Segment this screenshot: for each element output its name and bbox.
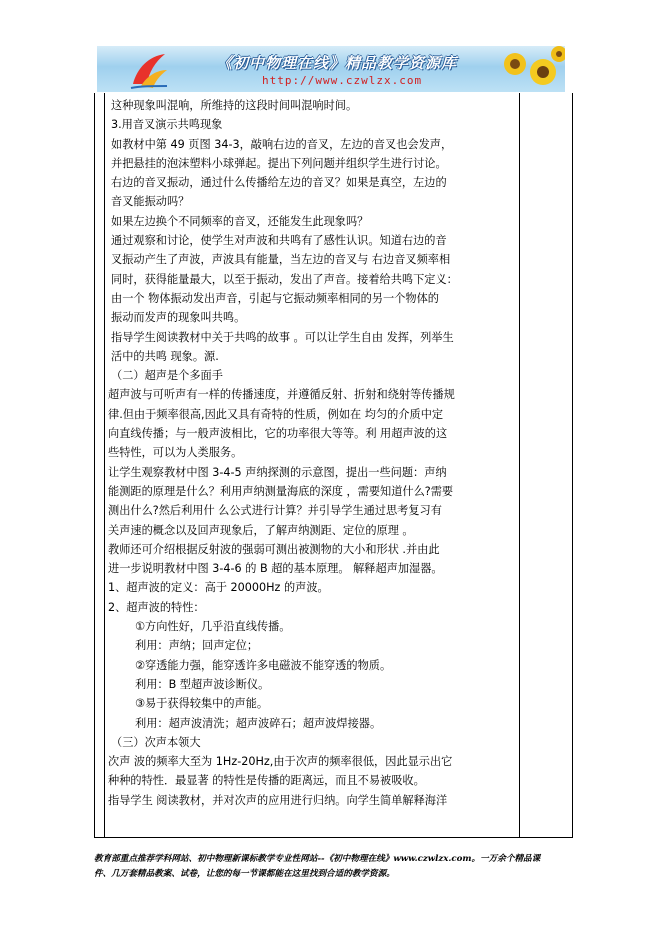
page-footer [94, 852, 574, 882]
lesson-content [108, 96, 518, 810]
text-line: 向直线传播；与一般声波相比，它的功率很大等等。利 用超声波的这 [108, 427, 448, 441]
text-line: 能测距的原理是什么？利用声纳测量海底的深度 ，需要知道什么?需要 [108, 484, 454, 498]
text-line: 教师还可介绍根据反射波的强弱可测出被测物的大小和形状 .并由此 [108, 542, 440, 556]
section-heading: （三）次声本领大 [111, 735, 201, 749]
site-title: 《初中物理在线》精品教学资源库 [217, 54, 458, 72]
text-line: 通过观察和讨论，使学生对声波和共鸣有了感性认识。知道右边的音 [111, 234, 447, 248]
text-line: 指导学生阅读教材中关于共鸣的故事 。可以让学生自由 发挥，列举生 [111, 330, 454, 344]
text-line: 超声波与可听声有一样的传播速度，并遵循反射、折射和绕射等传播规 [108, 388, 455, 402]
definition-line: 2、超声波的特性： [108, 600, 205, 614]
property-item: ③易于获得较集中的声能。 [135, 697, 269, 711]
table-divider-left [104, 93, 105, 837]
text-line: 如教材中第 49 页图 34-3，敲响右边的音叉，左边的音叉也会发声， [111, 137, 453, 151]
text-line: 律.但由于频率很高,因此又具有奇特的性质，例如在 均匀的介质中定 [108, 407, 444, 421]
property-usage: 利用：B 型超声波诊断仪。 [135, 677, 270, 691]
text-line: 进一步说明教材中图 3-4-6 的 B 超的基本原理。 解释超声加湿器。 [108, 562, 443, 576]
text-line: 指导学生 阅读教材，并对次声的应用进行归纳。向学生简单解释海洋 [108, 793, 448, 807]
property-item: ①方向性好，几乎沿直线传播。 [135, 620, 291, 634]
text-line: 振动而发声的现象叫共鸣。 [111, 311, 246, 325]
text-line: 并把悬挂的泡沫塑料小球弹起。提出下列问题并组织学生进行讨论。 [111, 156, 447, 170]
table-divider-right [519, 93, 520, 837]
site-url[interactable]: http://www.czwlzx.com [262, 74, 423, 87]
text-line: 些特性，可以为人类服务。 [108, 446, 243, 460]
section-heading: （二）超声是个多面手 [111, 369, 223, 383]
text-line: 关声速的概念以及回声现象后，了解声纳测距、定位的原理 。 [108, 523, 414, 537]
text-line: 活中的共鸣 现象。源. [111, 349, 219, 363]
text-line: 右边的音叉振动，通过什么传播给左边的音叉？如果是真空，左边的 [111, 176, 447, 190]
header-banner [97, 46, 565, 92]
footer-line-1: 教育部重点推荐学科网站、初中物理新课标教学专业性网站--《初中物理在线》www.czwlzx.com。一万余个精品课 [94, 854, 541, 864]
property-usage: 利用：超声波清洗；超声波碎石；超声波焊接器。 [135, 716, 382, 730]
text-line: 次声 波的频率大至为 1Hz-20Hz,由于次声的频率很低，因此显示出它 [108, 755, 453, 769]
text-line: 种种的特性．最显著 的特性是传播的距离远，而且不易被吸收。 [108, 774, 425, 788]
text-line: 同时，获得能量最大，以至于振动，发出了声音。接着给共鸣下定义： [111, 272, 458, 286]
text-line: 音叉能振动吗？ [111, 195, 190, 209]
property-item: ②穿透能力强，能穿透许多电磁波不能穿透的物质。 [135, 658, 392, 672]
sunflower-decoration-icon [495, 46, 565, 92]
text-line: 由一个 物体振动发出声音，引起与它振动频率相同的另一个物体的 [111, 291, 439, 305]
text-line: 测出什么?然后利用什 么公式进行计算？并引导学生通过思考复习有 [108, 504, 442, 518]
property-usage: 利用：声纳；回声定位； [135, 639, 259, 653]
section-heading: 3.用音叉演示共鸣现象 [111, 118, 223, 132]
footer-line-2: 件、几万套精品教案、试卷，让您的每一节课都能在这里找到合适的教学资源。 [94, 869, 395, 879]
definition-line: 1、超声波的定义：高于 20000Hz 的声波。 [108, 581, 329, 595]
text-line: 如果左边换个不同频率的音叉，还能发生此现象吗？ [111, 214, 369, 228]
text-line: 叉振动产生了声波，声波具有能量，当左边的音叉与 右边音叉频率相 [111, 253, 451, 267]
site-logo-icon [127, 50, 171, 90]
text-line: 让学生观察教材中图 3-4-5 声纳探测的示意图，提出一些问题：声纳 [108, 465, 447, 479]
text-line: 这种现象叫混响，所维持的这段时间叫混响时间。 [111, 99, 358, 112]
